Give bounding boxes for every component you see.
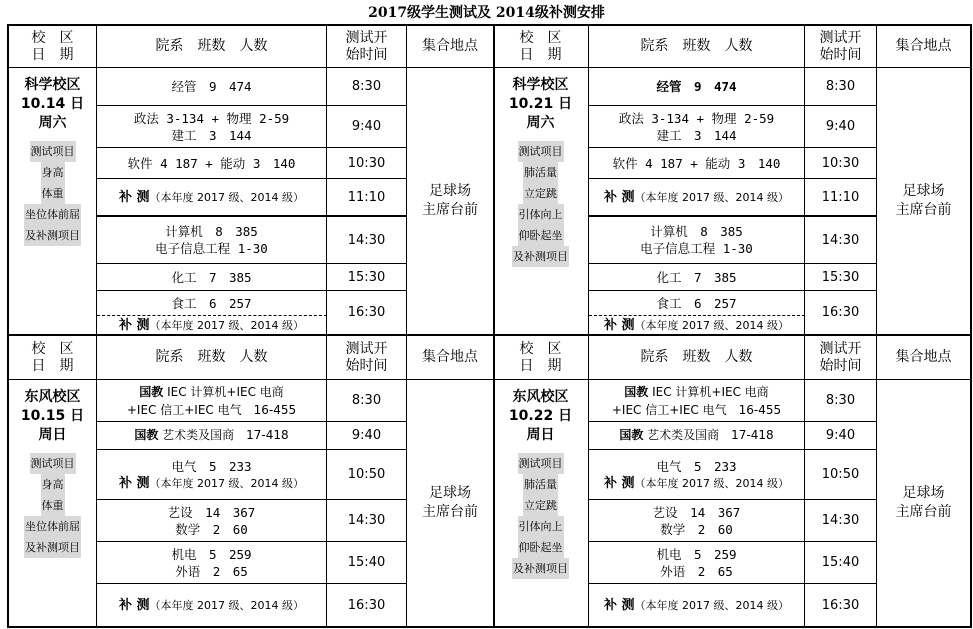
header-date: 日 期	[31, 46, 74, 63]
test-item: 及补测项目	[24, 225, 81, 246]
retest-row	[589, 316, 805, 334]
header-date: 日 期	[519, 357, 562, 374]
dept-row	[589, 217, 805, 264]
time-cell: 9:40	[327, 422, 407, 450]
dept-line: 政法 3-134 + 物理 2-59	[618, 110, 775, 126]
test-item: 测试项目	[30, 453, 76, 474]
dept-line: +IEC 信工+IEC 电气 16-455	[611, 402, 782, 417]
test-item: 肺活量	[523, 162, 558, 183]
test-item: 坐位体前屈	[24, 516, 81, 537]
dept-line	[139, 383, 284, 401]
meeting-place	[407, 68, 493, 334]
test-item: 身高	[41, 162, 65, 183]
dept-row	[97, 450, 327, 500]
header-time-line1: 测试开	[345, 29, 388, 46]
dept-row	[589, 422, 805, 450]
retest-note: （本年度 2017 级、2014 级）	[149, 476, 304, 490]
test-item: 肺活量	[523, 474, 558, 495]
time-cell: 8:30	[327, 380, 407, 422]
place-line: 主席台前	[895, 202, 952, 218]
dept-line: 外语 2 65	[175, 563, 248, 579]
dept-row	[97, 422, 327, 450]
campus-date: 10.15 日	[20, 408, 85, 424]
time-cell: 14:30	[327, 217, 407, 264]
retest-note: （本年度 2017 级、2014 级）	[634, 476, 789, 490]
time-cell: 16:30	[327, 291, 407, 334]
dept-row: 经管 9 474	[589, 68, 805, 106]
header-time-line1: 测试开	[819, 340, 862, 357]
schedule-table	[7, 24, 972, 628]
dept-line: 机电 5 259	[171, 546, 252, 562]
header-time-line2: 始时间	[345, 357, 388, 374]
test-item: 坐位体前屈	[24, 204, 81, 225]
test-item: 立定跳	[523, 495, 558, 516]
retest-row	[97, 316, 327, 334]
test-item: 及补测项目	[24, 537, 81, 558]
dept-line: +IEC 信工+IEC 电气 16-455	[126, 402, 297, 417]
bottom-left-table	[7, 336, 495, 628]
dept-row	[97, 217, 327, 264]
retest-label: 补 测	[118, 317, 150, 333]
campus-date: 10.21 日	[508, 96, 573, 112]
test-item: 仰卧起坐	[518, 537, 564, 558]
dept-row: 软件 4 187 + 能动 3 140	[97, 148, 327, 179]
dept-row	[97, 380, 327, 422]
test-items	[512, 141, 569, 267]
place-line: 主席台前	[422, 202, 478, 218]
test-item: 体重	[41, 183, 65, 204]
retest-row	[97, 179, 327, 217]
retest-line	[119, 475, 304, 492]
campus-date: 10.14 日	[20, 96, 85, 112]
dept-text: 艺术类及国商 17-418	[162, 428, 289, 442]
dept-prefix: 国教	[139, 384, 164, 399]
dept-row	[589, 500, 805, 542]
time-cell: 11:10	[327, 179, 407, 217]
dept-text: IEC 计算机+IEC 电商	[652, 384, 769, 399]
time-cell: 15:40	[805, 542, 877, 584]
dept-prefix: 国教	[624, 384, 649, 399]
header-time	[327, 336, 407, 380]
header-time-line2: 始时间	[345, 46, 388, 63]
header-campus-date	[493, 26, 589, 68]
time-cell: 14:30	[327, 500, 407, 542]
dept-prefix: 国教	[134, 428, 159, 442]
time-cell: 8:30	[805, 380, 877, 422]
place-line: 足球场	[429, 183, 471, 199]
retest-note: （本年度 2017 级、2014 级）	[634, 598, 789, 612]
dept-line: 计算机 8 385	[165, 224, 258, 239]
retest-label: 补 测	[118, 475, 150, 491]
dept-row	[589, 542, 805, 584]
dept-line: 艺设 14 367	[167, 504, 256, 520]
header-time-line2: 始时间	[819, 357, 862, 374]
time-cell: 9:40	[327, 106, 407, 148]
campus-date: 10.22 日	[508, 408, 573, 424]
place-line: 足球场	[429, 485, 471, 501]
time-cell: 9:40	[805, 422, 877, 450]
test-item: 体重	[41, 495, 65, 516]
retest-row	[589, 179, 805, 217]
top-right-table	[493, 24, 972, 336]
header-date: 日 期	[31, 357, 74, 374]
header-time	[805, 26, 877, 68]
dept-line: 数学 2 60	[175, 521, 248, 537]
retest-note: （本年度 2017 级、2014 级）	[634, 318, 789, 332]
campus-cell	[9, 380, 97, 626]
test-item: 测试项目	[518, 141, 564, 162]
meeting-place	[407, 380, 493, 626]
dept-row	[589, 380, 805, 422]
dept-line: 电子信息工程 1-30	[155, 241, 268, 256]
header-time	[805, 336, 877, 380]
retest-note: （本年度 2017 级、2014 级）	[634, 190, 789, 204]
time-cell: 10:50	[327, 450, 407, 500]
dept-line: 计算机 8 385	[650, 224, 743, 239]
time-cell: 16:30	[805, 584, 877, 626]
header-time-line1: 测试开	[819, 29, 862, 46]
dept-line: 建工 3 144	[171, 127, 252, 143]
test-items	[24, 141, 81, 246]
time-cell: 11:10	[805, 179, 877, 217]
bottom-block	[7, 336, 972, 628]
time-cell: 8:30	[805, 68, 877, 106]
meeting-place	[877, 380, 970, 626]
test-item: 及补测项目	[512, 558, 569, 579]
test-item: 引体向上	[518, 516, 564, 537]
campus-weekday: 周六	[38, 115, 67, 131]
dept-line: 政法 3-134 + 物理 2-59	[133, 110, 290, 126]
place-line: 足球场	[902, 183, 945, 199]
campus-weekday: 周六	[526, 115, 555, 131]
dept-text: IEC 计算机+IEC 电商	[167, 384, 284, 399]
header-campus: 校 区	[519, 29, 562, 46]
retest-label: 补 测	[118, 189, 150, 205]
header-campus-date	[9, 336, 97, 380]
retest-note: （本年度 2017 级、2014 级）	[149, 190, 304, 204]
header-place: 集合地点	[407, 26, 493, 68]
test-item: 及补测项目	[512, 246, 569, 267]
header-campus: 校 区	[519, 340, 562, 357]
dept-line	[624, 383, 769, 401]
header-time-line2: 始时间	[819, 46, 862, 63]
place-line: 足球场	[902, 485, 945, 501]
time-cell: 10:30	[805, 148, 877, 179]
dept-prefix: 国教	[619, 428, 644, 442]
test-item: 身高	[41, 474, 65, 495]
meeting-place	[877, 68, 970, 334]
campus-name: 东风校区	[24, 389, 81, 405]
campus-cell	[9, 68, 97, 334]
dept-line: 建工 3 144	[656, 127, 737, 143]
retest-row	[97, 584, 327, 626]
header-dept: 院系 班数 人数	[589, 26, 805, 68]
dept-row	[589, 106, 805, 148]
header-dept: 院系 班数 人数	[97, 26, 327, 68]
time-cell: 15:40	[327, 542, 407, 584]
header-campus-date	[9, 26, 97, 68]
dept-row: 食工 6 257	[589, 291, 805, 316]
place-line: 主席台前	[895, 504, 952, 520]
dept-line: 艺设 14 367	[652, 504, 741, 520]
dept-row	[97, 542, 327, 584]
dept-row: 经管 9 474	[97, 68, 327, 106]
test-items	[24, 453, 81, 558]
header-date: 日 期	[519, 46, 562, 63]
bottom-right-table	[493, 336, 972, 628]
dept-row	[97, 106, 327, 148]
retest-note: （本年度 2017 级、2014 级）	[149, 598, 304, 612]
campus-name: 科学校区	[512, 77, 569, 93]
dept-row: 食工 6 257	[97, 291, 327, 316]
top-block	[7, 24, 972, 336]
time-cell: 16:30	[327, 584, 407, 626]
dept-row	[589, 450, 805, 500]
place-line: 主席台前	[422, 504, 478, 520]
campus-name: 科学校区	[24, 77, 81, 93]
header-dept: 院系 班数 人数	[589, 336, 805, 380]
test-item: 立定跳	[523, 183, 558, 204]
time-cell: 14:30	[805, 500, 877, 542]
retest-label: 补 测	[603, 317, 635, 333]
test-item: 测试项目	[30, 141, 76, 162]
test-item: 测试项目	[518, 453, 564, 474]
header-place: 集合地点	[877, 26, 970, 68]
dept-line: 数学 2 60	[660, 521, 733, 537]
dept-row: 化工 7 385	[97, 264, 327, 291]
dept-line: 电气 5 233	[171, 458, 252, 474]
dept-row: 化工 7 385	[589, 264, 805, 291]
header-campus-date	[493, 336, 589, 380]
time-cell: 14:30	[805, 217, 877, 264]
page-title: 2017级学生测试及 2014级补测安排	[368, 5, 605, 21]
retest-row	[589, 584, 805, 626]
dept-line: 外语 2 65	[660, 563, 733, 579]
header-time-line1: 测试开	[345, 340, 388, 357]
header-campus: 校 区	[31, 340, 74, 357]
retest-label: 补 测	[603, 189, 635, 205]
retest-note: （本年度 2017 级、2014 级）	[149, 318, 304, 332]
header-time	[327, 26, 407, 68]
campus-weekday: 周日	[526, 427, 555, 443]
test-items	[512, 453, 569, 579]
dept-line: 电子信息工程 1-30	[640, 241, 753, 256]
dept-line: 电气 5 233	[656, 458, 737, 474]
dept-line: 机电 5 259	[656, 546, 737, 562]
retest-label: 补 测	[603, 597, 635, 613]
time-cell: 15:30	[327, 264, 407, 291]
top-left-table	[7, 24, 495, 336]
time-cell: 10:30	[327, 148, 407, 179]
retest-label: 补 测	[603, 475, 635, 491]
dept-row: 软件 4 187 + 能动 3 140	[589, 148, 805, 179]
header-place: 集合地点	[877, 336, 970, 380]
header-place: 集合地点	[407, 336, 493, 380]
campus-cell	[493, 380, 589, 626]
time-cell: 16:30	[805, 291, 877, 334]
time-cell: 8:30	[327, 68, 407, 106]
time-cell: 10:50	[805, 450, 877, 500]
campus-weekday: 周日	[38, 427, 67, 443]
time-cell: 9:40	[805, 106, 877, 148]
dept-text: 艺术类及国商 17-418	[647, 428, 774, 442]
test-item: 引体向上	[518, 204, 564, 225]
time-cell: 15:30	[805, 264, 877, 291]
retest-label: 补 测	[118, 597, 150, 613]
header-dept: 院系 班数 人数	[97, 336, 327, 380]
header-campus: 校 区	[31, 29, 74, 46]
test-item: 仰卧起坐	[518, 225, 564, 246]
campus-name: 东风校区	[512, 389, 569, 405]
retest-line	[604, 475, 789, 492]
campus-cell	[493, 68, 589, 334]
dept-row	[97, 500, 327, 542]
